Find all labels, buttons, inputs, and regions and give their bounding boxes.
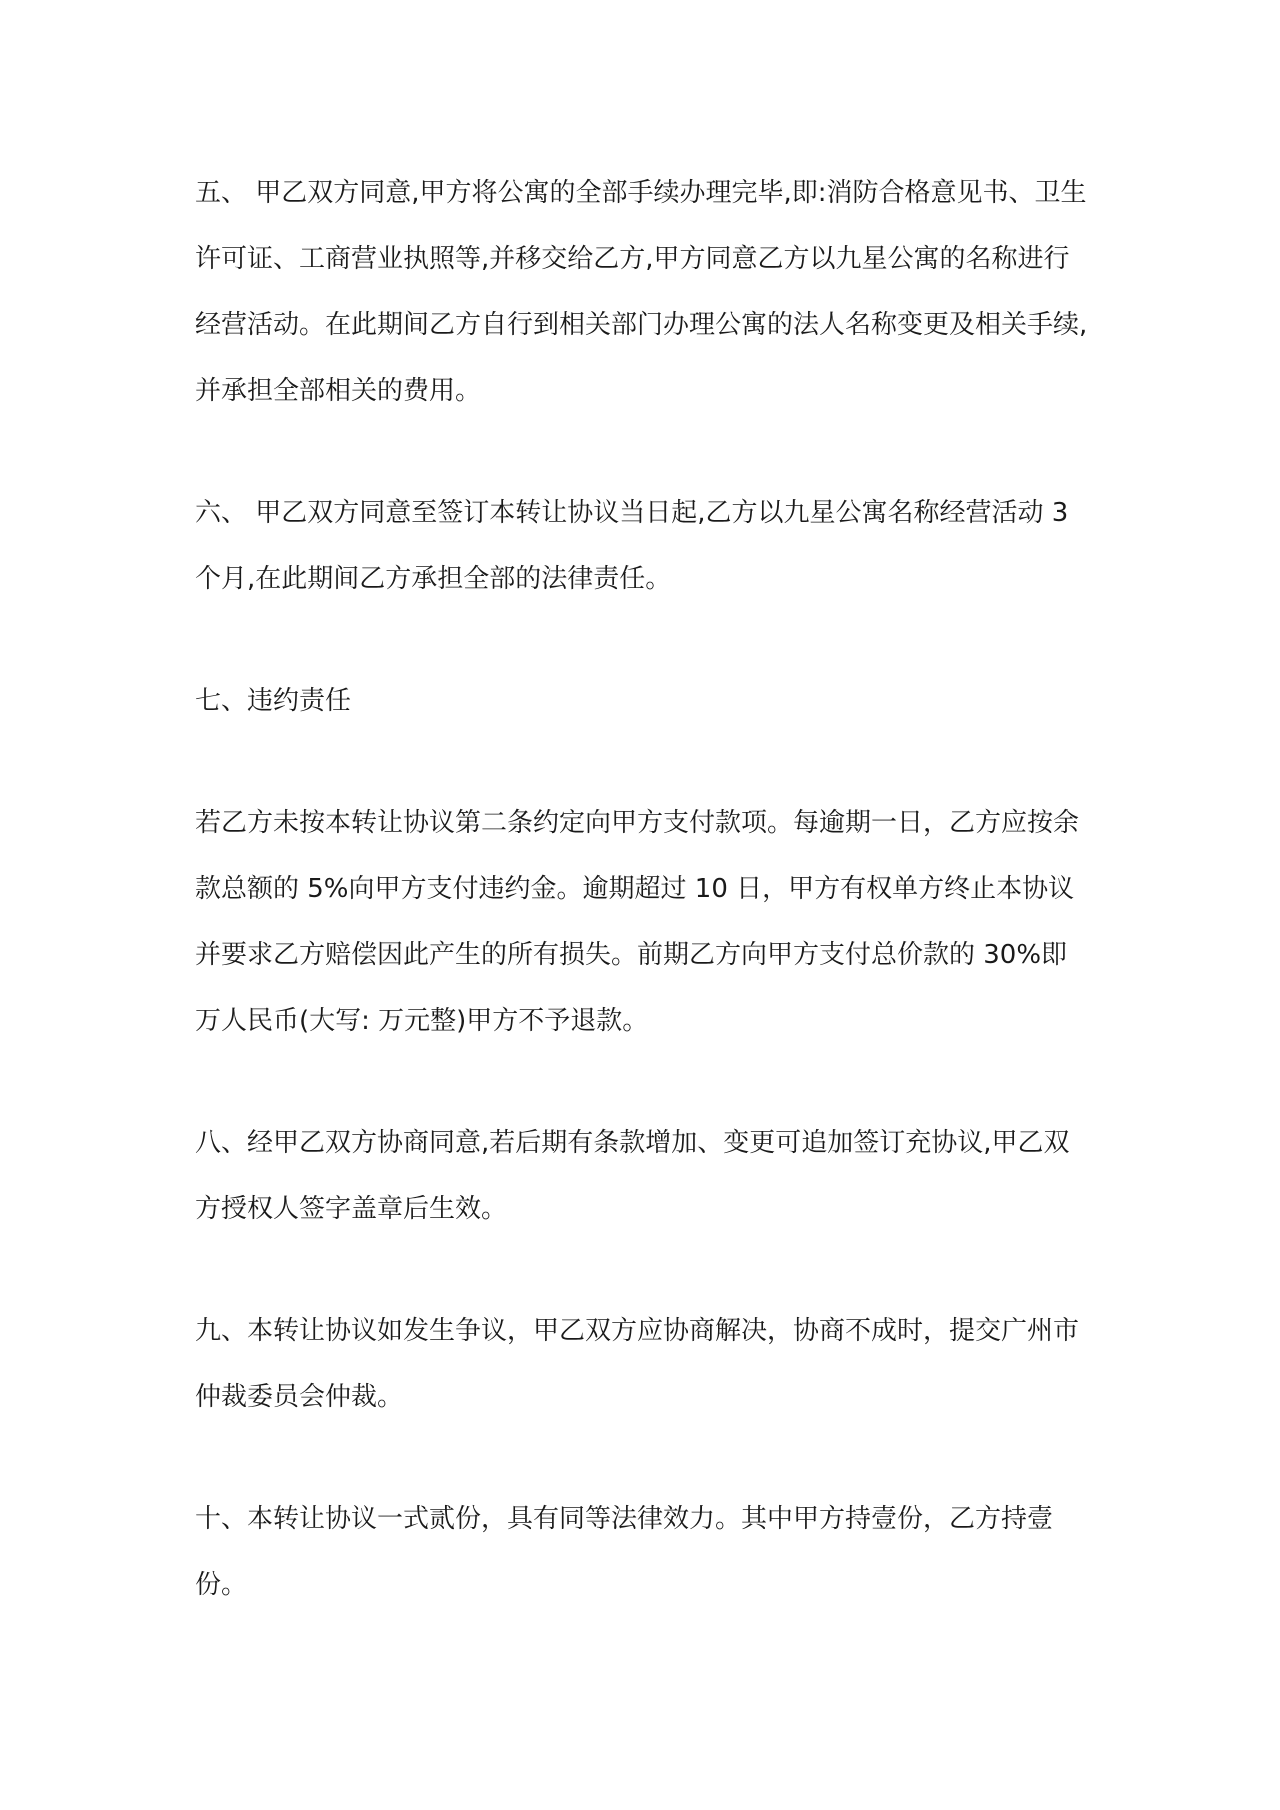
text-line: 经营活动。在此期间乙方自行到相关部门办理公寓的法人名称变更及相关手续, [195,310,1088,340]
clause-10 [195,1486,1095,1618]
text-line: 仲裁委员会仲裁。 [195,1382,404,1412]
section-heading: 七、违约责任 [195,686,352,716]
clause-6 [195,480,1095,612]
text-line: 并承担全部相关的费用。 [195,376,482,406]
clause-7-body [195,790,1095,1054]
text-line: 份。 [195,1570,248,1600]
document-body [195,160,1095,1674]
clause-7-heading [195,668,1095,734]
clause-8 [195,1110,1095,1242]
text-line: 十、本转让协议一式贰份，具有同等法律效力。其中甲方持壹份，乙方持壹 [195,1504,1054,1534]
text-line: 九、本转让协议如发生争议，甲乙双方应协商解决，协商不成时，提交广州市 [195,1316,1080,1346]
clause-9 [195,1298,1095,1430]
text-line: 方授权人签字盖章后生效。 [195,1194,508,1224]
clause-5 [195,160,1095,424]
text-line: 许可证、工商营业执照等,并移交给乙方,甲方同意乙方以九星公寓的名称进行 [195,244,1070,274]
text-line: 并要求乙方赔偿因此产生的所有损失。前期乙方向甲方支付总价款的 30%即 [195,940,1068,970]
text-line: 八、经甲乙双方协商同意,若后期有条款增加、变更可追加签订充协议,甲乙双 [195,1128,1070,1158]
text-line: 个月,在此期间乙方承担全部的法律责任。 [195,564,672,594]
text-line: 五、 甲乙双方同意,甲方将公寓的全部手续办理完毕,即:消防合格意见书、卫生 [195,178,1087,208]
text-line: 若乙方未按本转让协议第二条约定向甲方支付款项。每逾期一日，乙方应按余 [195,808,1080,838]
text-line: 款总额的 5%向甲方支付违约金。逾期超过 10 日，甲方有权单方终止本协议 [195,874,1075,904]
text-line: 万人民币(大写: 万元整)甲方不予退款。 [195,1006,649,1036]
text-line: 六、 甲乙双方同意至签订本转让协议当日起,乙方以九星公寓名称经营活动 3 [195,498,1069,528]
